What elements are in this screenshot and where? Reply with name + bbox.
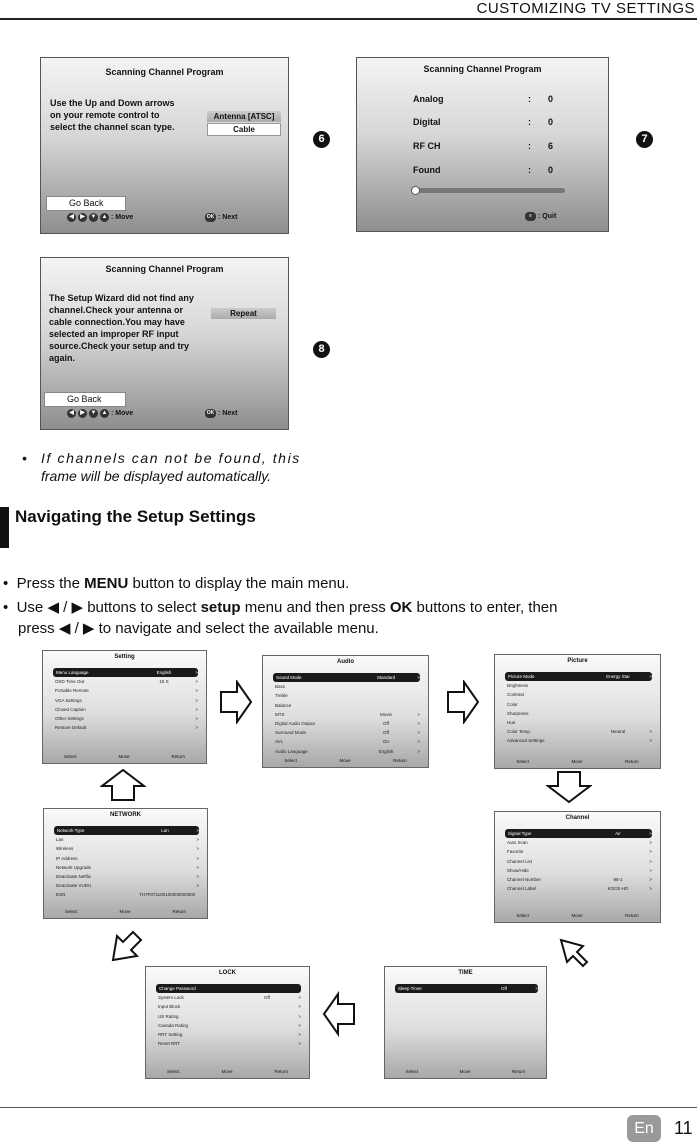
menu-row[interactable]: Wireless > [56, 846, 199, 852]
ok-icon: OK [206, 410, 215, 416]
menu-icon: ≡ [525, 212, 536, 221]
network-menu [43, 808, 208, 919]
hint-next: OK : Next [206, 214, 238, 221]
menu-footer-hints: Select Move Return [284, 758, 407, 763]
flow-arrow-down-icon [546, 770, 592, 804]
flow-arrow-up-icon [100, 768, 146, 802]
instruction-2-cont: press ◀ / ▶ to navigate and select the available menu. [18, 620, 379, 637]
header-rule [0, 18, 697, 20]
setting-menu [42, 650, 207, 764]
hint-quit: ≡ : Quit [525, 212, 556, 221]
left-arrow-icon: ◀ [67, 213, 76, 222]
option-antenna[interactable]: Antenna [ATSC] [207, 111, 281, 122]
scan-failed-screen [40, 257, 289, 430]
menu-row[interactable]: IP Address > [56, 855, 199, 861]
menu-row[interactable]: Balance [275, 702, 292, 708]
screen-message: The Setup Wizard did not find any channel.Check your antenna or cable connection.You may have selected an improper RF input source.Check your setup and try again. [49, 293, 194, 363]
menu-row[interactable]: Sound Mode Standard > [273, 673, 420, 682]
section-title: Navigating the Setup Settings [15, 507, 256, 526]
menu-row[interactable]: OSD Time Out 15 S > [55, 679, 198, 685]
flow-arrow-right-icon [219, 680, 253, 724]
menu-row[interactable]: Change Password [156, 984, 301, 993]
menu-title: NETWORK [110, 812, 141, 818]
menu-row[interactable]: Auto Scan > [507, 840, 652, 846]
menu-row[interactable]: Channel List > [507, 858, 652, 864]
right-arrow-icon: ▶ [78, 213, 87, 222]
up-arrow-icon: ▲ [101, 410, 108, 416]
section-marker [0, 507, 9, 548]
menu-row[interactable]: Deactivate VUDU > [56, 883, 199, 889]
menu-row[interactable]: Network Type Lan > [54, 826, 199, 835]
flow-arrow-left-icon [322, 990, 356, 1038]
menu-row[interactable]: Signal Type Air > [505, 829, 652, 838]
menu-footer-hints: Select Move Return [63, 754, 185, 759]
down-arrow-icon: ▼ [90, 214, 97, 220]
scan-row-digital: Digital : 0 [413, 117, 554, 127]
menu-row[interactable]: Other Settings > [55, 716, 198, 721]
menu-title: Picture [567, 658, 588, 664]
menu-title: TIME [458, 970, 473, 976]
instruction-1: • Press the MENU button to display the main menu. [3, 575, 350, 592]
menu-row[interactable]: ESN TH7P071100100000000000 [56, 892, 196, 898]
menu-row[interactable]: Network Upgrade > [56, 864, 199, 870]
menu-row[interactable]: Hue [507, 720, 516, 725]
menu-row[interactable]: RRT Setting > [158, 1032, 301, 1037]
time-menu [384, 966, 547, 1079]
step-badge-7: 7 [636, 131, 653, 148]
down-arrow-icon: ▼ [90, 410, 97, 416]
menu-row[interactable]: Sharpness [507, 710, 529, 716]
hint-next: OK : Next [206, 410, 238, 417]
menu-row[interactable]: MTS Movie > [275, 711, 420, 717]
menu-row[interactable]: Color [507, 701, 518, 707]
screen-message: Use the Up and Down arrows on your remote control to select the channel scan type. [50, 98, 175, 132]
menu-footer-hints: Select Move Return [516, 759, 639, 764]
up-arrow-icon: ▲ [101, 214, 108, 220]
screen-title: Scanning Channel Program [105, 264, 224, 274]
hint-move: ◀ ▶ ▼ ▲ : Move [67, 409, 133, 418]
lock-menu [145, 966, 310, 1079]
screen-title: Scanning Channel Program [105, 67, 224, 77]
scan-type-screen [40, 57, 289, 234]
menu-row[interactable]: Color Temp. Neutral > [507, 729, 652, 735]
picture-menu [494, 654, 661, 769]
menu-row[interactable]: Canada Rating > [158, 1022, 301, 1028]
footer-rule [0, 1107, 697, 1108]
menu-row[interactable]: Treble [275, 693, 288, 699]
menu-row[interactable]: System Lock Off > [158, 995, 301, 1001]
menu-row[interactable]: Channel Label KOCE-HD > [507, 886, 652, 892]
scan-progress-screen [356, 57, 609, 232]
menu-footer-hints: Select Move Return [516, 913, 639, 918]
menu-row[interactable]: Audio Language English > [275, 748, 420, 754]
menu-footer-hints: Select Move Return [405, 1069, 526, 1074]
menu-row[interactable]: Menu Language English > [53, 668, 198, 677]
scan-row-rfch: RF CH : 6 [413, 141, 554, 151]
menu-row[interactable]: Surround Mode Off > [275, 730, 420, 736]
menu-row[interactable]: Lan > [56, 837, 199, 843]
menu-row[interactable]: Digital Audio Output Off > [275, 721, 420, 726]
menu-title: Setting [114, 654, 135, 660]
flow-arrow-up-left-icon [103, 924, 149, 970]
step-badge-8: 8 [313, 341, 330, 358]
flow-arrow-right-icon [446, 680, 480, 724]
menu-row[interactable]: Favorite > [507, 849, 652, 855]
menu-title: LOCK [219, 970, 236, 976]
screen-title: Scanning Channel Program [423, 64, 542, 74]
menu-title: Channel [565, 815, 590, 821]
menu-row[interactable]: Reset RRT > [158, 1041, 301, 1047]
left-right-arrows-icon: ◀ / ▶ [58, 620, 95, 637]
go-back-button[interactable]: Go Back [46, 196, 126, 211]
menu-row[interactable]: US Rating > [158, 1013, 301, 1019]
page-header-title: CUSTOMIZING TV SETTINGS [476, 0, 695, 17]
scan-row-found: Found : 0 [413, 165, 554, 175]
scan-row-analog: Analog : 0 [413, 94, 554, 104]
menu-row[interactable]: Bass [275, 684, 286, 690]
menu-row[interactable]: Input Block > [158, 1004, 301, 1010]
ok-icon: OK [206, 214, 215, 220]
menu-row[interactable]: Deactivate Netflix > [56, 874, 199, 879]
menu-row[interactable]: Picture Mode Energy Star > [505, 672, 652, 681]
menu-row[interactable]: Channel Number 95-1 > [507, 877, 652, 882]
progress-knob [411, 186, 420, 195]
hint-move: ◀ ▶ ▼ ▲ : Move [67, 213, 133, 222]
go-back-button[interactable]: Go Back [44, 392, 126, 407]
audio-menu [262, 655, 429, 768]
channel-menu [494, 811, 661, 923]
menu-row[interactable]: Advanced Settings > [507, 738, 652, 744]
menu-footer-hints: Select Move Return [64, 909, 186, 914]
menu-row[interactable]: Closed Caption > [55, 706, 198, 712]
menu-row[interactable]: Sleep Timer Off > [395, 984, 538, 993]
instruction-2: • Use ◀ / ▶ buttons to select setup menu and then press OK buttons to enter, then [3, 599, 558, 616]
right-arrow-icon: ▶ [78, 409, 87, 418]
scan-progress-bar [413, 188, 565, 193]
menu-row[interactable]: Contrast [507, 692, 525, 698]
repeat-button[interactable]: Repeat [211, 308, 276, 319]
menu-row[interactable]: Brightness [507, 683, 529, 689]
menu-footer-hints: Select Move Return [166, 1069, 288, 1074]
menu-row[interactable]: AVL On > [275, 739, 420, 745]
language-badge: En [627, 1115, 661, 1142]
menu-title: Audio [337, 659, 354, 665]
left-arrow-icon: ◀ [67, 409, 76, 418]
menu-row[interactable]: Show/Hide > [507, 867, 652, 873]
step-badge-6: 6 [313, 131, 330, 148]
not-found-note: • If channels can not be found, this frame will be displayed automatically. [22, 450, 301, 484]
menu-row[interactable]: VGA Settings > [55, 697, 198, 703]
page-number: 11 [674, 1118, 693, 1138]
menu-row[interactable]: Portable Remote > [55, 688, 198, 694]
option-cable[interactable]: Cable [207, 123, 281, 136]
menu-row[interactable]: Restore Default > [55, 725, 198, 731]
left-right-arrows-icon: ◀ / ▶ [47, 599, 84, 616]
flow-arrow-down-left-icon [545, 924, 593, 970]
